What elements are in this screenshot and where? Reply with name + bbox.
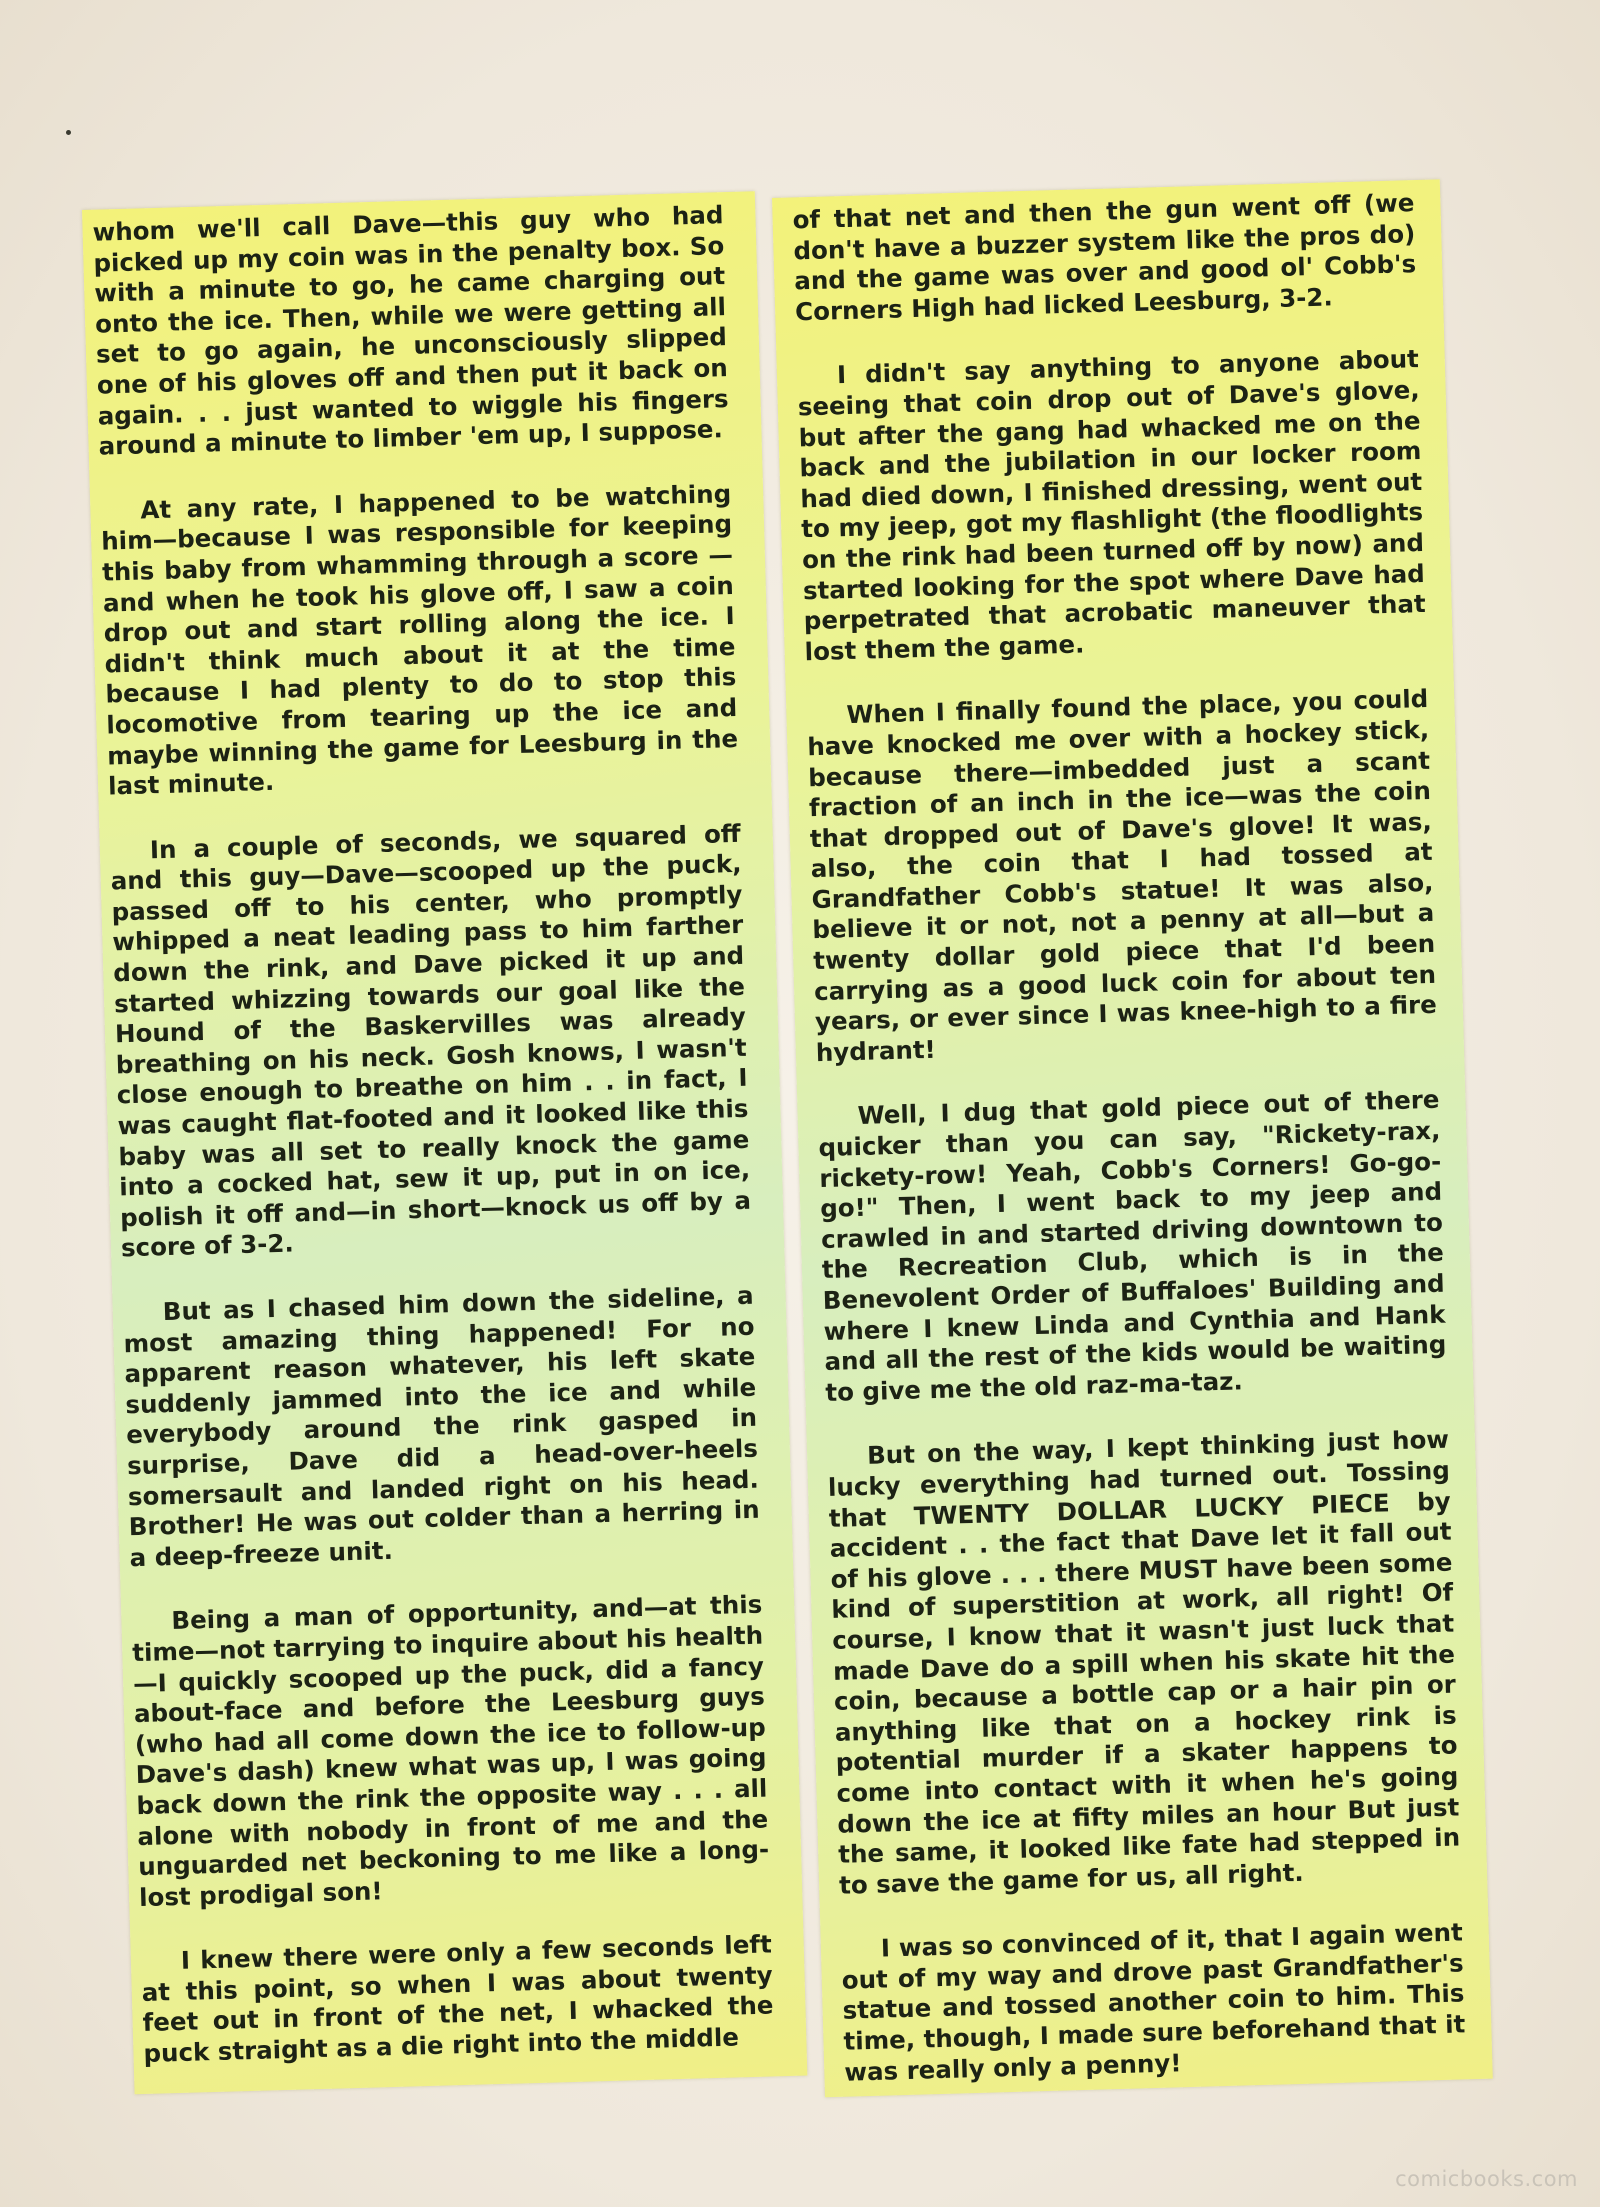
- paragraph: In a couple of seconds, we squared off and this guy—Dave—scooped up the puck, passed off to his center, who promptly whipped a neat leading pass to him farther down the rink, and Dave picked it up and started whizzing towards our goal like the Hound of the Baskervilles was already breathing on his neck. Gosh knows, I wasn't close enough to breathe on him . . in fact, I was caught flat-footed and it looked like this baby was all set to really knock the game into a cocked hat, sew it up, put in on ice, polish it off and—in short—knock us off by a score of 3-2.: [110, 818, 752, 1263]
- text-column-left: [82, 191, 807, 2094]
- paragraph: I knew there were only a few seconds left at this point, so when I was about twenty feet out in front of the net, I whacked the puck straight as a die right into the middle: [141, 1929, 774, 2069]
- paragraph: I didn't say anything to anyone about seeing that coin drop out of Dave's glove, but after the gang had whacked me on the back and the jubilation in our locker room had died down, I finished dressing, went out to my jeep, got my flashlight (the floodlights on the rink had been turned off by now) and started looking for the spot where Dave had perpetrated that acrobatic maneuver that lost them the game.: [797, 344, 1426, 666]
- paragraph: When I finally found the place, you could have knocked me over with a hockey stick, because there—imbedded just a scant fraction of an inch in the ice—was the coin that dropped out of Dave's glove! It was, also, the coin that I had tossed at Grandfather Cobb's statue! It was also, believe it or not, not a penny at all—but a twenty dollar gold piece that I'd been carrying as a good luck coin for about ten years, or ever since I was knee-high to a fire hydrant!: [806, 684, 1438, 1067]
- text-column-right: [772, 179, 1493, 2097]
- paragraph: whom we'll call Dave—this guy who had picked up my coin was in the penalty box. So with a minute to go, he came charging out onto the ice. Then, while we were getting all set to go again, he unconsciously slipped one of his gloves off and then put it back on again. . . just wanted to wiggle his fingers around a minute to limber 'em up, I suppose.: [92, 200, 729, 461]
- paragraph: I was so convinced of it, that I again went out of my way and drove past Grandfather's statue and tossed another coin to him. This time, though, I made sure beforehand that it was really only a penny!: [841, 1917, 1466, 2087]
- paragraph: Well, I dug that gold piece out of there quicker than you can say, "Rickety-rax, rickety-row! Yeah, Cobb's Corners! Go-go-go!" Then, I went back to my jeep and crawled in and started driving downtown to the Recreation Club, which is in the Benevolent Order of Buffaloes' Building and where I knew Linda and Cynthia and Hank and all the rest of the kids would be waiting to give me the old raz-ma-taz.: [818, 1085, 1447, 1407]
- watermark: comicbooks.com: [1395, 2167, 1578, 2191]
- ink-speck: [66, 130, 71, 135]
- paragraph: Being a man of opportunity, and—at this time—not tarrying to inquire about his health—I quickly scooped up the puck, did a fancy about-face and before the Leesburg guys (who had all come down the ice to follow-up Dave's dash) knew what was up, I was going back down the rink the opposite way . . . all alone with nobody in front of me and the unguarded net beckoning to me like a long-lost prodigal son!: [131, 1589, 770, 1912]
- paragraph: of that net and then the gun went off (we don't have a buzzer system like the pros do) and the game was over and good ol' Cobb's Corners High had licked Leesburg, 3-2.: [792, 188, 1417, 327]
- paragraph: But on the way, I kept thinking just how lucky everything had turned out. Tossing that TWENTY DOLLAR LUCKY PIECE by accident . . the fact that Dave let it fall out of his glove . . . there MUST have been some kind of superstition at work, all right! Of course, I know that it wasn't just luck that made Dave do a spill when his skate hit the coin, because a bottle cap or a hair pin or anything like that on a hockey rink is potential murder if a skater happens to come into contact with it when he's going down the ice at fifty miles an hour But just the same, it looked like fate had stepped in to save the game for us, all right.: [827, 1424, 1461, 1900]
- paragraph: But as I chased him down the sideline, a most amazing thing happened! For no apparent reason whatever, his left skate suddenly jammed into the ice and while everybody around the rink gasped in surprise, Dave did a head-over-heels somersault and landed right on his head. Brother! He was out colder than a herring in a deep-freeze unit.: [123, 1280, 760, 1572]
- paragraph: At any rate, I happened to be watching him—because I was responsible for keeping this baby from whamming through a score —and when he took his glove off, I saw a coin drop out and start rolling along the ice. I didn't think much about it at the time because I had plenty to do to stop this locomotive from tearing up the ice and maybe winning the game for Leesburg in the last minute.: [100, 478, 739, 801]
